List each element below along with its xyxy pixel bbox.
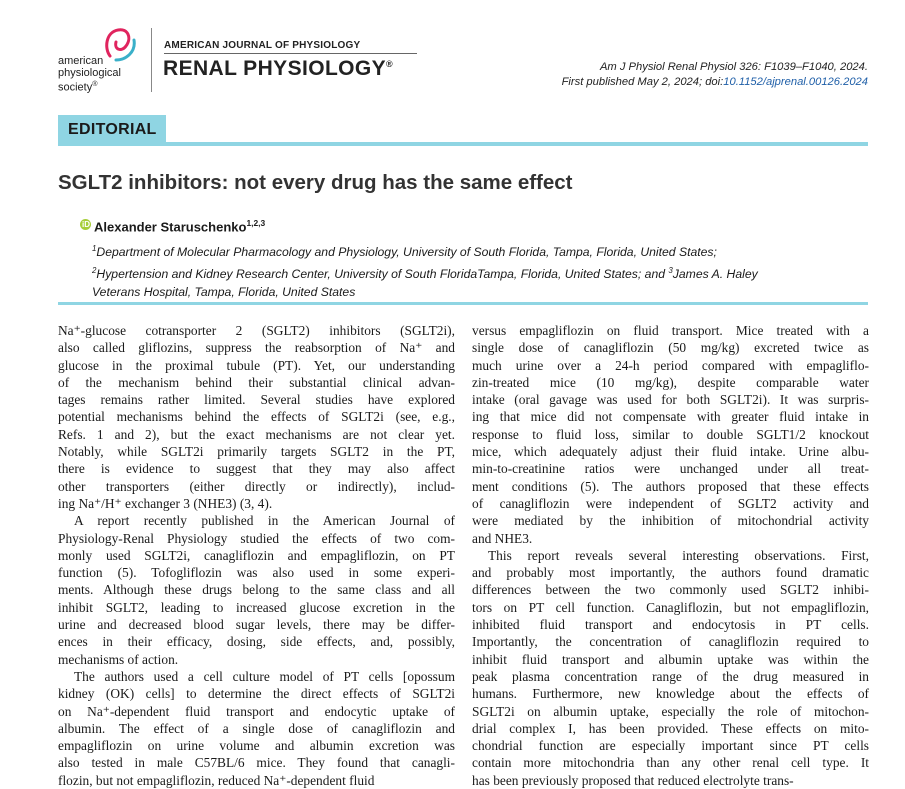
text-line: A report recently published in the American Journal of [74, 513, 455, 529]
text-line: inhibited fluid transport and endocytosis in PT cells. [472, 617, 869, 633]
journal-title [163, 57, 393, 81]
text-line: Refs. 1 and 2), but the exact mechanisms are not clear yet. [58, 426, 455, 442]
text-line: contain more mitochondria than any other renal cell type. It [472, 755, 869, 771]
affiliation-1: Department of Molecular Pharmacology and Physiology, University of South Florida, Tampa, Florida, United States; [96, 245, 717, 260]
text-line: peak plasma concentration range of the drug measured in [472, 668, 869, 684]
society-mark: ® [92, 80, 98, 88]
society-line1: american [58, 55, 104, 67]
text-line: other transporters (either directly or indirectly), includ- [58, 478, 455, 494]
text-line: response to fluid loss, similar to double SGLT1/2 knockout [472, 426, 869, 442]
society-line3: society [58, 81, 93, 94]
text-line: inhibit fluid transport and albumin uptake was within the [472, 651, 869, 667]
text-line: function (5). Tofogliflozin was also used in some experi- [58, 565, 455, 581]
text-line: ments. Although these drugs belong to the same class and all [58, 582, 455, 598]
text-line: Na⁺-glucose cotransporter 2 (SGLT2) inhibitors (SGLT2i), [58, 323, 455, 338]
orcid-icon-label: iD [82, 220, 90, 229]
society-line2: physiological [58, 66, 121, 79]
text-line: has been previously proposed that reduced electrolyte trans- [472, 772, 794, 788]
text-line: This report reveals several interesting observations. First, [488, 547, 869, 563]
text-line: mechanisms of action. [58, 651, 179, 667]
text-line: ing Na⁺/H⁺ exchanger 3 (NHE3) (3, 4). [58, 495, 273, 511]
text-line: on Na⁺-dependent fluid transport and endocytic uptake of [58, 703, 455, 719]
author[interactable] [94, 218, 265, 234]
text-line: The authors used a cell culture model of PT cells [opossum [74, 668, 455, 684]
text-line: inhibit SGLT2, leading to increased glucose excretion in the [58, 599, 455, 615]
text-line: ment conditions (5). The authors proposed that these effects [472, 478, 869, 494]
affiliations [92, 240, 758, 302]
text-line: potential mechanisms behind the effects of SGLT2i (see, e.g., [58, 409, 455, 425]
text-line: flozin, but not empagliflozin, reduced Na⁺-dependent fluid [58, 772, 375, 788]
text-line: also called gliflozins, suppress the reabsorption of Na⁺ and [58, 340, 455, 356]
text-line: and probably most importantly, the authors found dramatic [472, 565, 869, 581]
text-line: chondrial function are especially important since PT cells [472, 738, 869, 754]
journal-supertitle: AMERICAN JOURNAL OF PHYSIOLOGY [164, 40, 361, 51]
text-line: zin-treated mice (10 mg/kg), despite comparable water [472, 374, 869, 390]
text-line: much urine over a 24-h period compared with empagliflo- [472, 357, 869, 373]
text-line: and NHE3. [472, 530, 533, 546]
text-line: versus empagliflozin on fluid transport. Mice treated with a [472, 323, 869, 338]
section-label: EDITORIAL [68, 121, 157, 138]
header-divider [151, 28, 152, 92]
citation [562, 60, 868, 90]
journal-title-text: RENAL PHYSIOLOGY [163, 57, 387, 80]
affiliation-2: Hypertension and Kidney Research Center, University of South FloridaTampa, Florida, United States; and [96, 266, 669, 281]
journal-mark: ® [386, 59, 394, 69]
text-line: differences between the two commonly used SGLT2 inhibi- [472, 582, 869, 598]
text-line: ing that mice did not compensate with greater fluid intake in [472, 409, 869, 425]
text-line: min-to-creatinine ratios were unchanged under all treat- [472, 461, 869, 477]
text-line: SGLT2i on albumin uptake, especially the role of mitochon- [472, 703, 869, 719]
text-line: glucose in the proximal tubule (PT). Yet, our understanding [58, 357, 455, 373]
text-line: tors on PT cell function. Canagliflozin, but not empagliflozin, [472, 599, 869, 615]
text-line: also tested in male C57BL/6 mice. They found that canagli- [58, 755, 455, 771]
body-column-1 [58, 322, 455, 789]
text-line: empagliflozin on urine volume and albumin excretion was [58, 738, 455, 754]
text-line: intake (oral gavage was used for both SGLT2i). It was surpris- [472, 392, 869, 408]
citation-line1: Am J Physiol Renal Physiol 326: F1039–F1040, 2024. [599, 61, 868, 73]
text-line: Notably, while SGLT2i primarily targets SGLT2 in the PT, [58, 444, 455, 460]
author-affiliation-refs: 1,2,3 [246, 218, 266, 228]
article-title: SGLT2 inhibitors: not every drug has the same effect [58, 171, 573, 194]
text-line: humans. Furthermore, new knowledge about the effects of [472, 686, 869, 702]
text-line: tages remains rather limited. Several studies have explored [58, 392, 455, 408]
text-line: monly used SGLT2i, canagliflozin and empagliflozin, on PT [58, 547, 455, 563]
society-name [58, 56, 121, 94]
text-line: single dose of canagliflozin (50 mg/kg) excreted twice as [472, 340, 869, 356]
citation-published: First published May 2, 2024; doi: [561, 76, 724, 88]
text-line: kidney (OK) cells] to determine the direct effects of SGLT2i [58, 686, 455, 702]
affil-num-1: 1 [92, 244, 97, 253]
text-line: Physiology-Renal Physiology studied the effects of two com- [58, 530, 455, 546]
affiliation-3-start: James A. Haley [672, 266, 758, 281]
affil-num-2: 2 [92, 265, 97, 275]
affiliation-3-end: Veterans Hospital, Tampa, Florida, United States [92, 285, 356, 300]
text-line: albumin. The effect of a single dose of canagliflozin and [58, 720, 455, 736]
text-line: of canagliflozin were independent of SGLT2 activity and [472, 495, 869, 511]
author-name: Alexander Staruschenko [94, 219, 247, 235]
body-column-2 [472, 322, 869, 789]
affil-num-3: 3 [668, 265, 673, 275]
doi-link[interactable]: 10.1152/ajprenal.00126.2024 [723, 76, 868, 88]
header-bottom-rule [58, 302, 868, 305]
text-line: there is evidence to suggest that they may also affect [58, 461, 455, 477]
text-line: mice, which adequately adjust their fluid intake. Urine albu- [472, 444, 869, 460]
text-line: drial complex I, has been provided. These effects on mito- [472, 720, 869, 736]
journal-rule [164, 53, 417, 54]
section-rule [58, 142, 868, 146]
text-line: urine and decreased blood sugar levels, there may be differ- [58, 617, 455, 633]
text-line: ences in their efficacy, dosing, side effects, and, possibly, [58, 634, 455, 650]
text-line: Importantly, the concentration of canagliflozin required to [472, 634, 869, 650]
text-line: of the mechanism behind their substantial clinical advan- [58, 374, 455, 390]
text-line: were mediated by the inhibition of mitochondrial activity [472, 513, 869, 529]
